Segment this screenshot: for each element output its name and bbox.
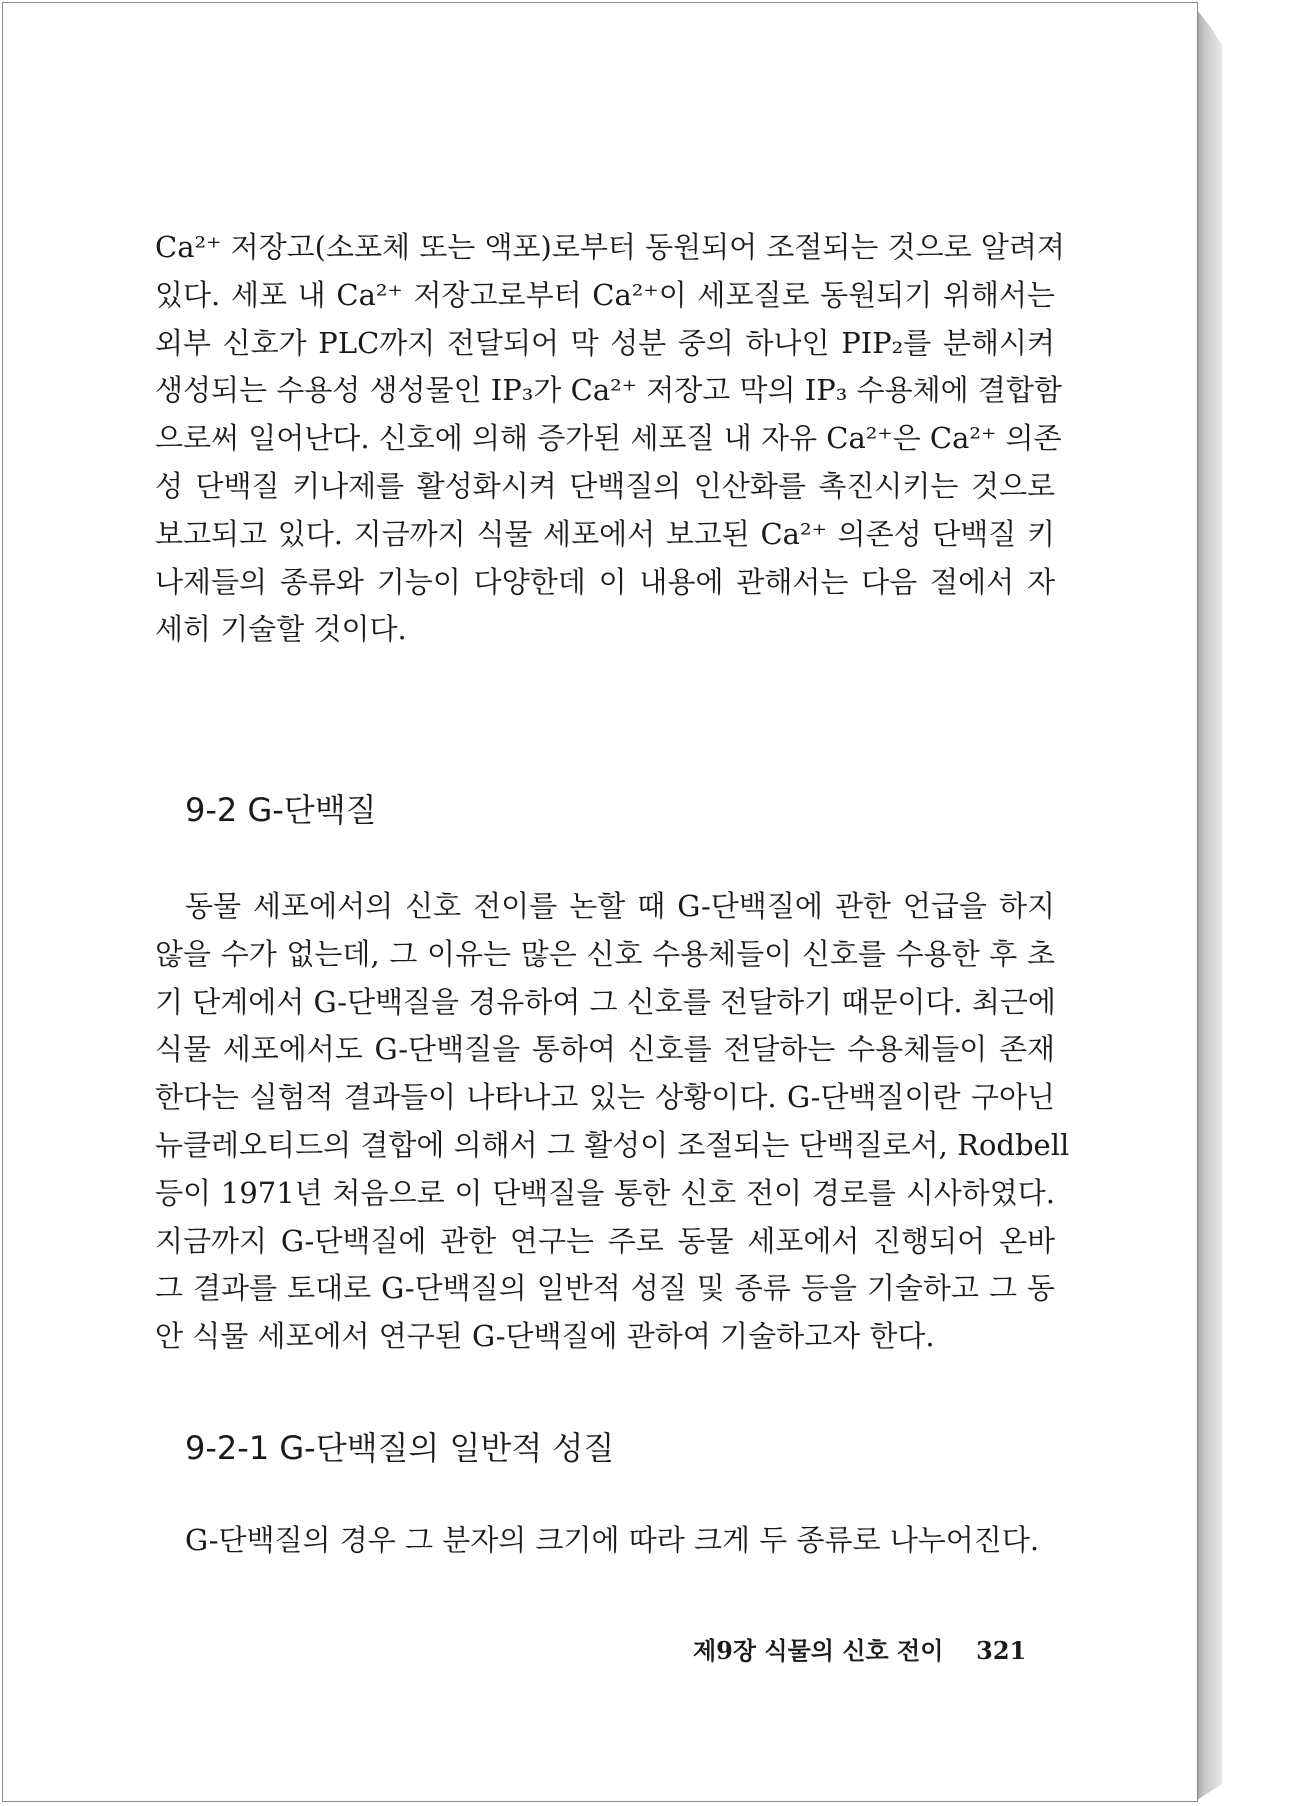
text-line: 으로써 일어난다. 신호에 의해 증가된 세포질 내 자유 Ca²⁺은 Ca²⁺ 의존 [155, 421, 1062, 456]
text-line: 나제들의 종류와 기능이 다양한데 이 내용에 관해서는 다음 절에서 자 [155, 564, 1055, 599]
paragraph-calcium-stores [155, 224, 1065, 654]
text-line: 지금까지 G-단백질에 관한 연구는 주로 동물 세포에서 진행되어 온바 [155, 1223, 1055, 1258]
page-edge-shadow [1194, 6, 1222, 1802]
text-line: 뉴클레오티드의 결합에 의해서 그 활성이 조절되는 단백질로서, Rodbell [155, 1127, 1070, 1162]
paragraph-g-protein-types [155, 1517, 1055, 1565]
text-line: 한다는 실험적 결과들이 나타나고 있는 상황이다. G-단백질이란 구아닌 [155, 1080, 1055, 1115]
text-line: 그 결과를 토대로 G-단백질의 일반적 성질 및 종류 등을 기술하고 그 동 [155, 1271, 1055, 1306]
text-line: 있다. 세포 내 Ca²⁺ 저장고로부터 Ca²⁺이 세포질로 동원되기 위해서는 [155, 277, 1055, 312]
text-line: Ca²⁺ 저장고(소포체 또는 액포)로부터 동원되어 조절되는 것으로 알려져 [155, 230, 1065, 264]
text-line: 세히 기술할 것이다. [155, 612, 407, 647]
text-line: G-단백질의 경우 그 분자의 크기에 따라 크게 두 종류로 나누어진다. [185, 1523, 1040, 1557]
text-line: 않을 수가 없는데, 그 이유는 많은 신호 수용체들이 신호를 수용한 후 초 [155, 936, 1055, 971]
running-footer [693, 1631, 1026, 1666]
text-line: 식물 세포에서도 G-단백질을 통하여 신호를 전달하는 수용체들이 존재 [155, 1032, 1055, 1067]
text-line: 보고되고 있다. 지금까지 식물 세포에서 보고된 Ca²⁺ 의존성 단백질 키 [155, 516, 1055, 551]
text-line: 외부 신호가 PLC까지 전달되어 막 성분 중의 하나인 PIP₂를 분해시켜 [155, 325, 1055, 360]
text-line: 동물 세포에서의 신호 전이를 논할 때 G-단백질에 관한 언급을 하지 [185, 889, 1055, 923]
subsection-heading: 9-2-1 G-단백질의 일반적 성질 [185, 1429, 615, 1467]
footer-chapter-title: 제9장 식물의 신호 전이 [693, 1636, 944, 1665]
text-line: 생성되는 수용성 생성물인 IP₃가 Ca²⁺ 저장고 막의 IP₃ 수용체에 결합함 [155, 373, 1062, 408]
section-heading: 9-2 G-단백질 [185, 791, 377, 829]
text-line: 기 단계에서 G-단백질을 경유하여 그 신호를 전달하기 때문이다. 최근에 [155, 984, 1056, 1019]
text-line: 안 식물 세포에서 연구된 G-단백질에 관하여 기술하고자 한다. [155, 1319, 935, 1354]
page-number: 321 [976, 1636, 1027, 1665]
text-line: 성 단백질 키나제를 활성화시켜 단백질의 인산화를 촉진시키는 것으로 [155, 468, 1055, 503]
book-page [2, 2, 1198, 1802]
text-line: 등이 1971년 처음으로 이 단백질을 통한 신호 전이 경로를 시사하였다. [155, 1175, 1055, 1210]
paragraph-g-protein-intro [155, 883, 1070, 1361]
